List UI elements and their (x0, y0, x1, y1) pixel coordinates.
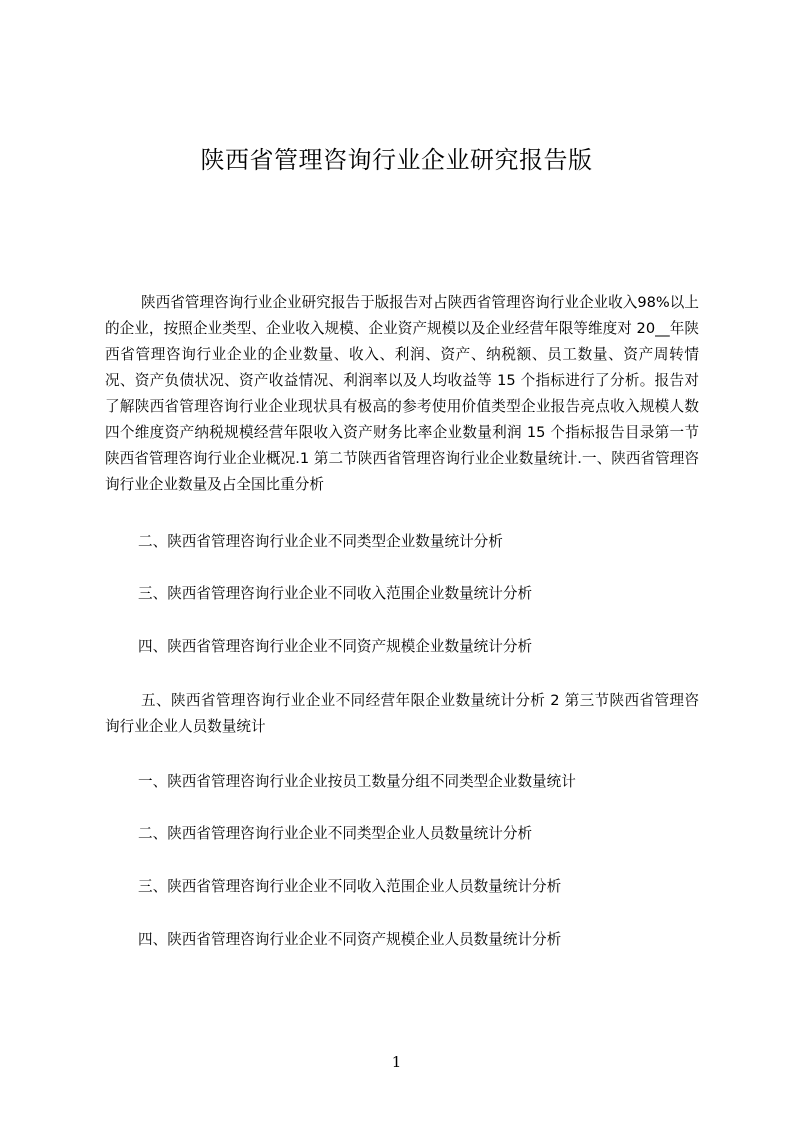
intro-paragraph: 陕西省管理咨询行业企业研究报告于版报告对占陕西省管理咨询行业企业收入98%以上的企业，按照企业类型、企业收入规模、企业资产规模以及企业经营年限等维度对 20__年陕西省管理咨询行业企业的企业数量、收入、利润、资产、纳税额、员工数量、资产周转情况、资产负债状况、资产收益情况、利润率以及人均收益等 15 个指标进行了分析。报告对了解陕西省管理咨询行业企业现状具有极高的参考使用价值类型企业报告亮点收入规模人数四个维度资产纳税规模经营年限收入资产财务比率企业数量利润 15 个指标报告目录第一节陕西省管理咨询行业企业概况.1 第二节陕西省管理咨询行业企业数量统计.一、陕西省管理咨询行业企业数量及占全国比重分析 (105, 294, 699, 493)
section-item: 二、陕西省管理咨询行业企业不同类型企业数量统计分析 (138, 533, 503, 550)
section-paragraph: 五、陕西省管理咨询行业企业不同经营年限企业数量统计分析 2 第三节陕西省管理咨询行业企业人员数量统计 (105, 692, 699, 735)
document-title: 陕西省管理咨询行业企业研究报告版 (200, 146, 593, 174)
section-item: 一、陕西省管理咨询行业企业按员工数量分组不同类型企业数量统计 (138, 773, 576, 790)
section-item: 三、陕西省管理咨询行业企业不同收入范围企业人员数量统计分析 (138, 878, 562, 895)
page-number: 1 (391, 1053, 402, 1071)
section-item: 四、陕西省管理咨询行业企业不同资产规模企业人员数量统计分析 (138, 931, 562, 948)
section-item: 二、陕西省管理咨询行业企业不同类型企业人员数量统计分析 (138, 825, 533, 842)
section-item: 四、陕西省管理咨询行业企业不同资产规模企业数量统计分析 (138, 638, 533, 655)
section-item: 三、陕西省管理咨询行业企业不同收入范围企业数量统计分析 (138, 585, 533, 602)
